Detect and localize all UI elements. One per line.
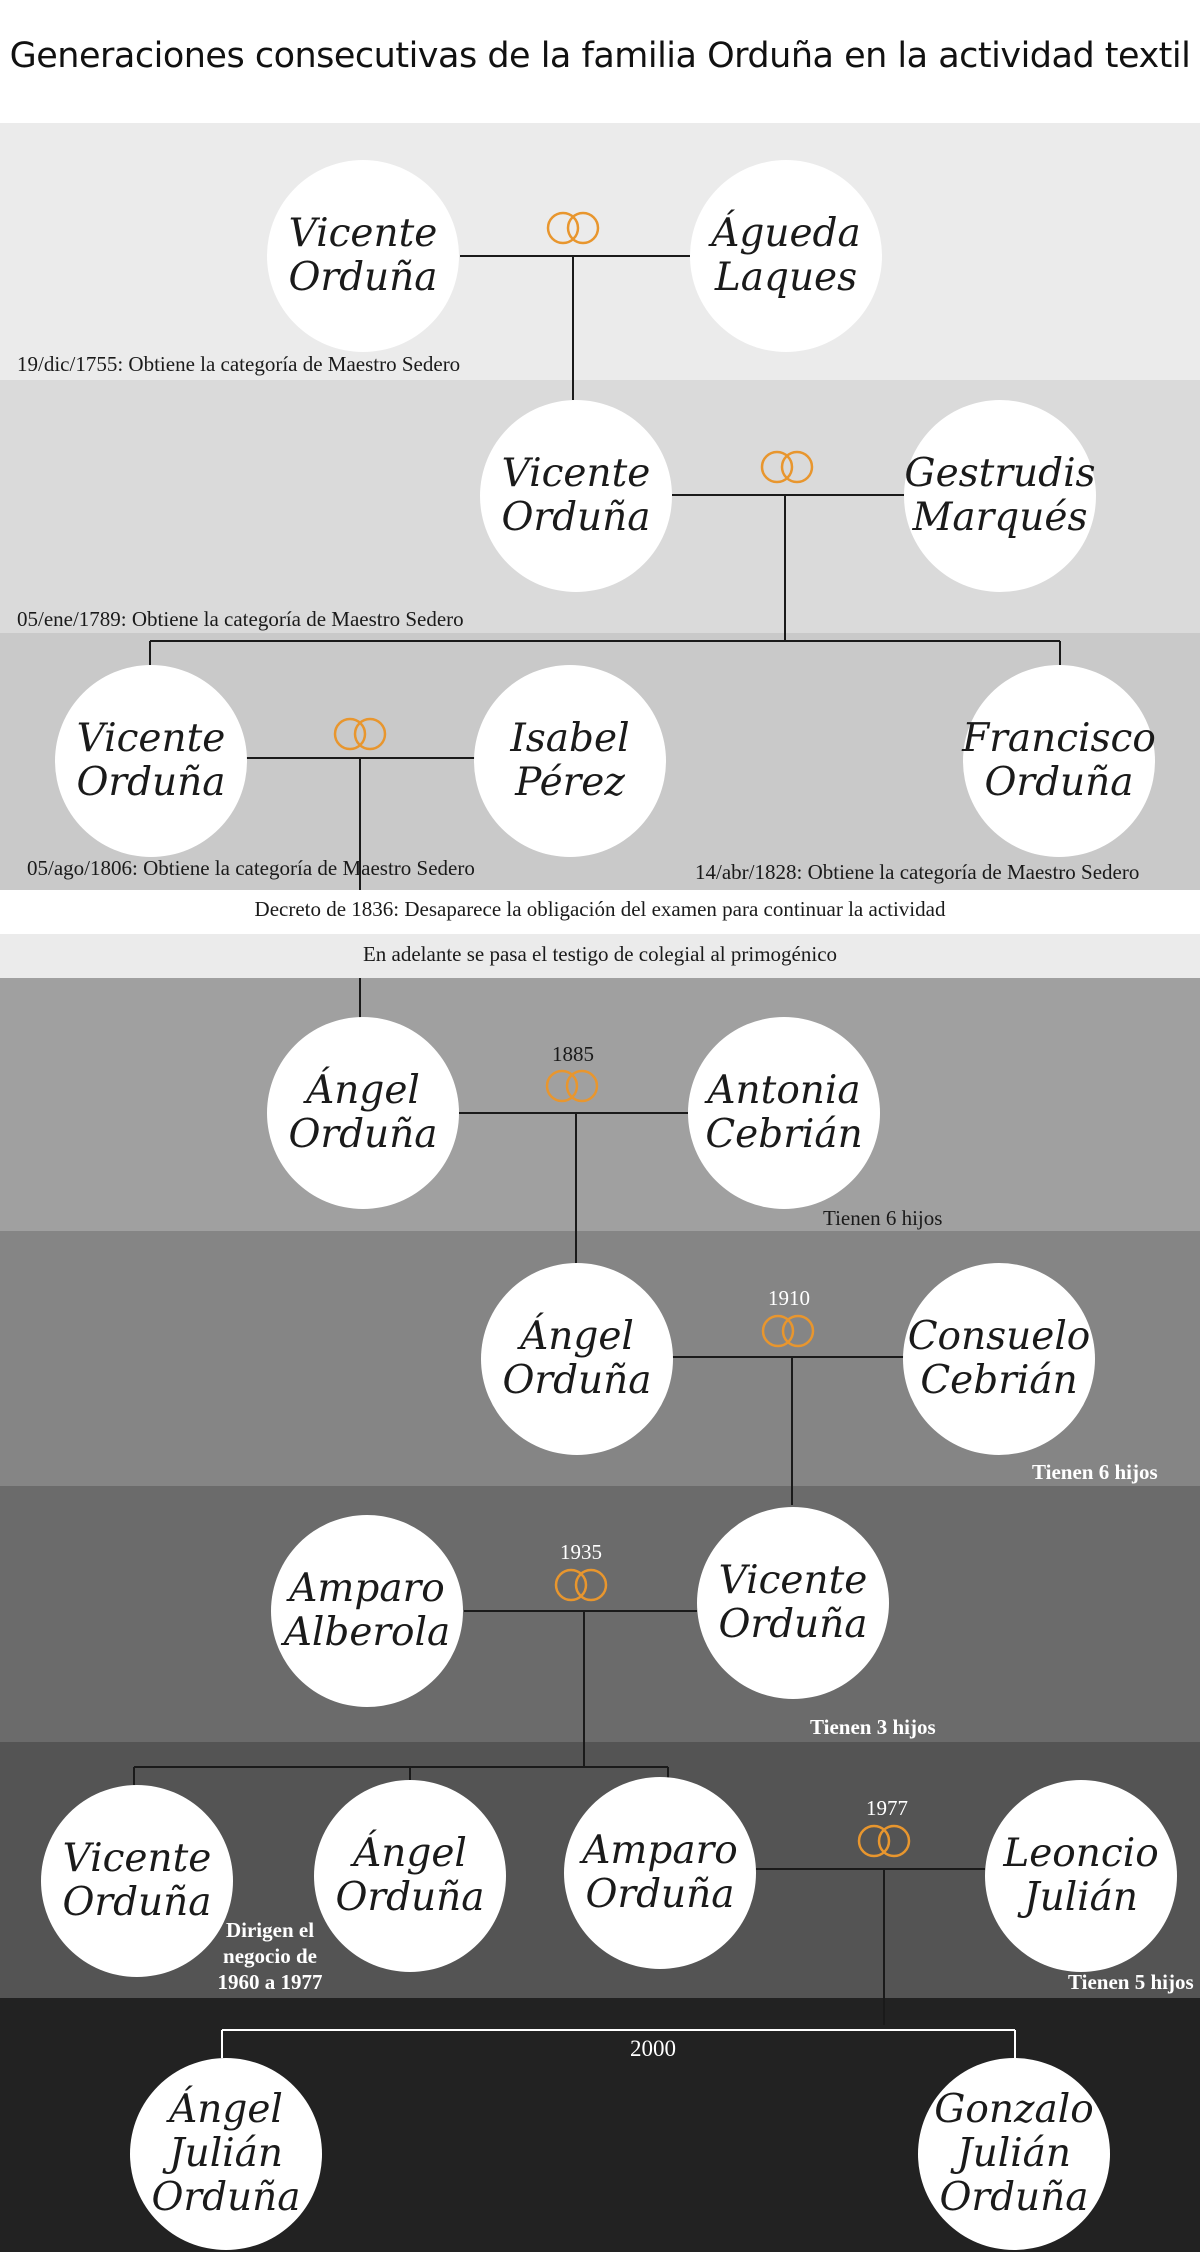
person-leoncio-julian: Leoncio Julián: [985, 1780, 1177, 1972]
note-business-period: Dirigen el negocio de 1960 a 1977: [217, 1918, 323, 1994]
person-amparo-orduna: Amparo Orduña: [564, 1777, 756, 1969]
marriage-year-g5: 1910: [768, 1286, 810, 1310]
wedding-rings-icon: [328, 716, 394, 754]
person-angel-orduna-g7: Ángel Orduña: [314, 1780, 506, 1972]
person-agueda-laques: Águeda Laques: [690, 160, 882, 352]
wedding-rings-icon: [541, 210, 607, 248]
page-title: Generaciones consecutivas de la familia Orduña en la actividad textil: [9, 36, 1191, 76]
wedding-rings-icon: [755, 449, 821, 487]
note-g5-children: Tienen 6 hijos: [1032, 1460, 1158, 1484]
person-antonia-cebrian: Antonia Cebrián: [688, 1017, 880, 1209]
person-isabel-perez: Isabel Pérez: [474, 665, 666, 857]
person-vicente-orduna-g6: Vicente Orduña: [697, 1507, 889, 1699]
wedding-rings-icon: [540, 1068, 606, 1106]
person-gestrudis-marques: Gestrudis Marqués: [904, 400, 1096, 592]
note-decree-1836: Decreto de 1836: Desaparece la obligación del examen para continuar la actividad: [254, 897, 946, 921]
year-2000: 2000: [630, 2036, 676, 2061]
note-g1-maestro-sedero: 19/dic/1755: Obtiene la categoría de Maestro Sedero: [17, 352, 461, 376]
marriage-year-g6: 1935: [560, 1540, 602, 1564]
person-amparo-alberola: Amparo Alberola: [271, 1515, 463, 1707]
person-vicente-orduna-g7: Vicente Orduña: [41, 1785, 233, 1977]
person-angel-orduna-g4: Ángel Orduña: [267, 1017, 459, 1209]
person-vicente-orduna-g3: Vicente Orduña: [55, 665, 247, 857]
person-consuelo-cebrian: Consuelo Cebrián: [903, 1263, 1095, 1455]
wedding-rings-icon: [549, 1567, 615, 1605]
person-vicente-orduna-g1: Vicente Orduña: [267, 160, 459, 352]
marriage-year-g4: 1885: [552, 1042, 594, 1066]
person-gonzalo-julian-orduna: Gonzalo Julián Orduña: [918, 2058, 1110, 2250]
marriage-year-g7: 1977: [866, 1796, 908, 1820]
note-primogenito: En adelante se pasa el testigo de colegial al primogénico: [362, 942, 838, 966]
person-francisco-orduna: Francisco Orduña: [963, 665, 1155, 857]
note-g3-vicente-maestro-sedero: 05/ago/1806: Obtiene la categoría de Maestro Sedero: [27, 856, 475, 880]
wedding-rings-icon: [852, 1823, 918, 1861]
note-g4-children: Tienen 6 hijos: [823, 1206, 943, 1230]
note-g3-francisco-maestro-sedero: 14/abr/1828: Obtiene la categoría de Maestro Sedero: [695, 860, 1140, 884]
note-g2-maestro-sedero: 05/ene/1789: Obtiene la categoría de Maestro Sedero: [17, 607, 464, 631]
wedding-rings-icon: [756, 1313, 822, 1351]
note-g7-children: Tienen 5 hijos: [1068, 1970, 1194, 1994]
person-angel-orduna-g5: Ángel Orduña: [481, 1263, 673, 1455]
person-vicente-orduna-g2: Vicente Orduña: [480, 400, 672, 592]
note-g6-children: Tienen 3 hijos: [810, 1715, 936, 1739]
person-angel-julian-orduna: Ángel Julián Orduña: [130, 2058, 322, 2250]
